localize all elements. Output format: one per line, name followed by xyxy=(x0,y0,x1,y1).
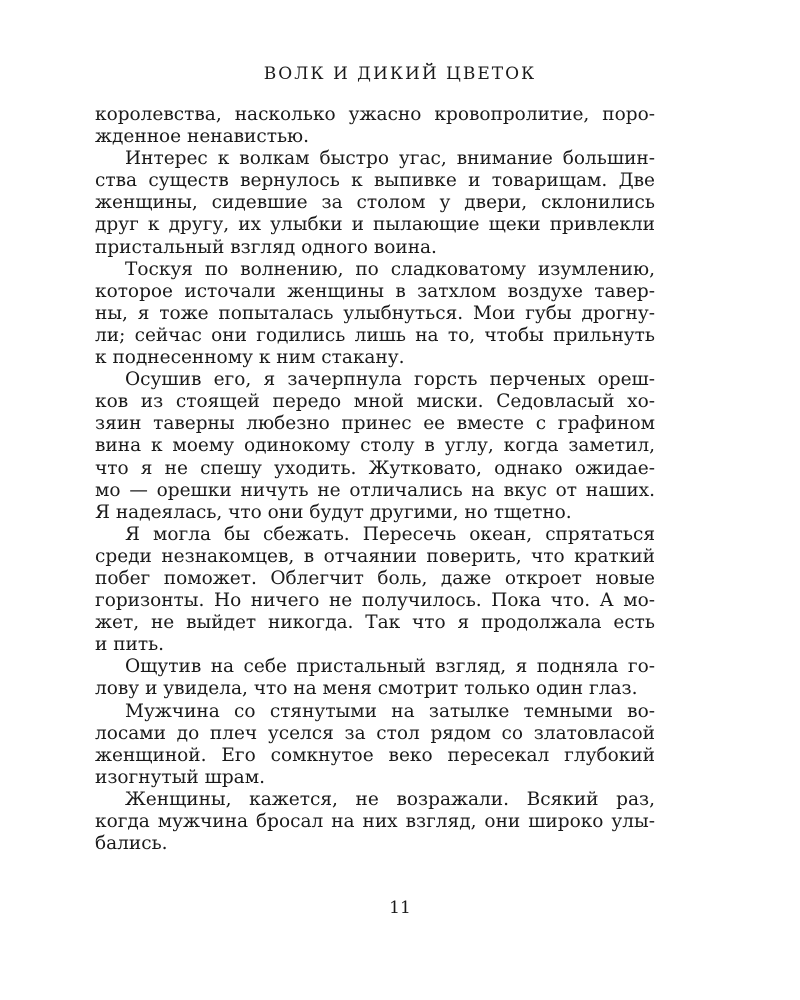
text-line: Я надеялась, что они будут другими, но тщетно. xyxy=(95,501,572,523)
text-line: что я не спешу уходить. Жутковато, однако ожидае- xyxy=(95,457,655,479)
text-line: побег поможет. Облегчит боль, даже откроет новые xyxy=(95,567,655,589)
text-line: королевства, насколько ужасно кровопролитие, поро- xyxy=(95,104,655,125)
text-line: к поднесенному к ним стакану. xyxy=(95,347,405,369)
text-line: ков из стоящей передо мной миски. Седовласый хо- xyxy=(95,391,655,413)
text-line: ства существ вернулось к выпивке и товарищам. Две xyxy=(95,170,655,192)
text-line: Осушив его, я зачерпнула горсть перченых ореш- xyxy=(125,369,655,391)
text-line: жет, не выйдет никогда. Так что я продолжала есть xyxy=(95,612,655,634)
text-line: женщиной. Его сомкнутое веко пересекал глубокий xyxy=(95,744,655,766)
running-header: ВОЛК И ДИКИЙ ЦВЕТОК xyxy=(263,64,537,84)
text-line: которое источали женщины в затхлом воздухе тавер- xyxy=(95,280,655,302)
text-line: ны, я тоже попыталась улыбнуться. Мои губы дрогну- xyxy=(95,302,655,324)
text-line: зяин таверны любезно принес ее вместе с графином xyxy=(95,413,655,435)
text-line: лову и увидела, что на меня смотрит только один глаз. xyxy=(95,678,638,700)
text-line: изогнутый шрам. xyxy=(95,766,265,788)
text-line: Ощутив на себе пристальный взгляд, я подняла го- xyxy=(125,656,655,678)
text-line: Я могла бы сбежать. Пересечь океан, спрятаться xyxy=(125,523,655,545)
text-line: Тоскуя по волнению, по сладковатому изумлению, xyxy=(125,258,655,280)
text-line: Мужчина со стянутыми на затылке темными во- xyxy=(125,700,655,722)
text-line: друг к другу, их улыбки и пылающие щеки привлекли xyxy=(95,214,655,236)
text-line: ли; сейчас они годились лишь на то, чтобы прильнуть xyxy=(95,324,655,346)
text-line: мо — орешки ничуть не отличались на вкус от наших. xyxy=(95,479,655,501)
text-line: вина к моему одинокому столу в углу, когда заметил, xyxy=(95,435,655,457)
text-line: женщины, сидевшие за столом у двери, склонились xyxy=(95,192,655,214)
text-line: пристальный взгляд одного воина. xyxy=(95,236,437,258)
text-line: бались. xyxy=(95,833,168,855)
text-line: среди незнакомцев, в отчаянии поверить, что краткий xyxy=(95,545,655,567)
text-line: жденное ненавистью. xyxy=(95,126,310,148)
page-number: 11 xyxy=(389,898,411,918)
text-line: когда мужчина бросал на них взгляд, они широко улы- xyxy=(95,811,655,832)
body-text xyxy=(95,104,655,855)
text-line: Женщины, кажется, не возражали. Всякий раз, xyxy=(125,788,655,810)
text-line: и пить. xyxy=(95,634,165,656)
text-line: Интерес к волкам быстро угас, внимание большин- xyxy=(125,148,655,170)
text-line: лосами до плеч уселся за стол рядом со златовласой xyxy=(95,722,655,744)
text-line: горизонты. Но ничего не получилось. Пока что. А мо- xyxy=(95,590,655,612)
